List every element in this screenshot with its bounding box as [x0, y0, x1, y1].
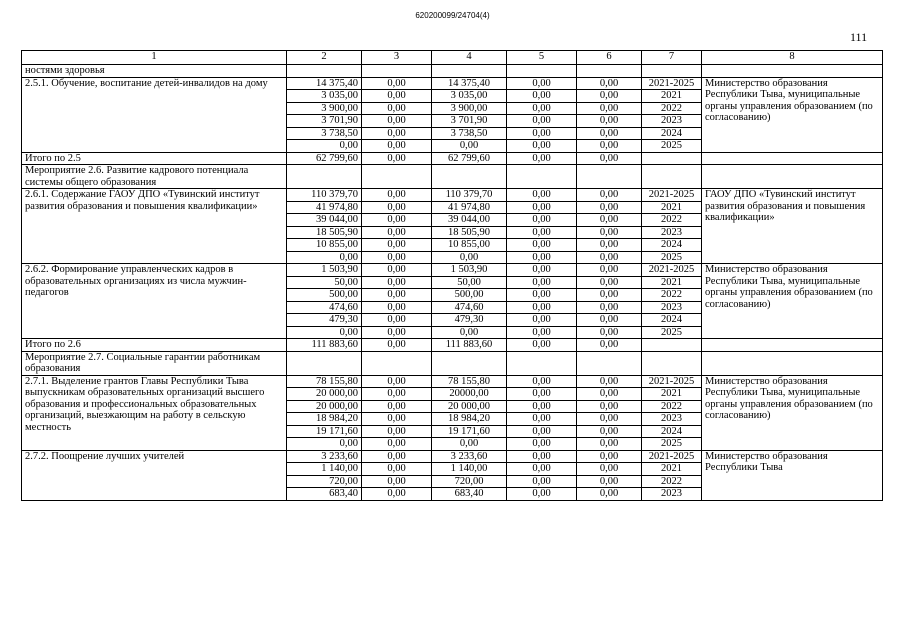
amount-cell: 0,00 — [432, 326, 507, 339]
amount-cell: 720,00 — [432, 475, 507, 488]
period-cell: 2021-2025 — [642, 450, 702, 463]
amount-cell: 18 984,20 — [432, 413, 507, 426]
total-amount: 0,00 — [577, 339, 642, 352]
section-row — [22, 351, 883, 375]
amount-cell: 0,00 — [362, 264, 432, 277]
total-amount: 62 799,60 — [287, 152, 362, 165]
period-cell: 2025 — [642, 140, 702, 153]
item-title: 2.7.1. Выделение грантов Главы Республики Тыва выпускникам образовательных организаций высшего образования и профессиональных образовательных организаций, выезжающим на работу в сельскую местность — [22, 375, 287, 450]
amount-cell: 10 855,00 — [287, 239, 362, 252]
amount-cell: 1 503,90 — [287, 264, 362, 277]
amount-cell: 0,00 — [577, 488, 642, 501]
amount-cell: 0,00 — [362, 276, 432, 289]
amount-cell: 0,00 — [507, 475, 577, 488]
empty-cell — [507, 65, 577, 78]
amount-cell: 0,00 — [362, 475, 432, 488]
amount-cell: 0,00 — [362, 400, 432, 413]
amount-cell: 479,30 — [287, 314, 362, 327]
empty-cell — [362, 65, 432, 78]
amount-cell: 3 900,00 — [432, 102, 507, 115]
amount-cell: 41 974,80 — [432, 201, 507, 214]
amount-cell: 10 855,00 — [432, 239, 507, 252]
amount-cell: 0,00 — [577, 264, 642, 277]
amount-cell: 0,00 — [362, 251, 432, 264]
amount-cell: 0,00 — [507, 314, 577, 327]
amount-cell: 0,00 — [432, 140, 507, 153]
amount-cell: 0,00 — [577, 314, 642, 327]
total-label: Итого по 2.5 — [22, 152, 287, 165]
period-cell: 2025 — [642, 438, 702, 451]
table-row — [22, 450, 883, 463]
amount-cell: 0,00 — [507, 214, 577, 227]
amount-cell: 0,00 — [577, 326, 642, 339]
period-cell: 2023 — [642, 226, 702, 239]
empty-cell — [642, 339, 702, 352]
period-cell: 2024 — [642, 127, 702, 140]
empty-cell — [702, 152, 883, 165]
amount-cell: 0,00 — [507, 438, 577, 451]
amount-cell: 0,00 — [362, 314, 432, 327]
period-cell: 2025 — [642, 251, 702, 264]
period-cell: 2021 — [642, 276, 702, 289]
amount-cell: 19 171,60 — [432, 425, 507, 438]
total-row — [22, 152, 883, 165]
column-number: 7 — [642, 51, 702, 65]
column-number: 1 — [22, 51, 287, 65]
amount-cell: 0,00 — [577, 201, 642, 214]
amount-cell: 0,00 — [577, 463, 642, 476]
amount-cell: 50,00 — [287, 276, 362, 289]
amount-cell: 0,00 — [507, 425, 577, 438]
amount-cell: 0,00 — [507, 77, 577, 90]
continuation-text: ностями здоровья — [22, 65, 287, 78]
responsible-executor: Министерство образования Республики Тыва, муниципальные органы управления образованием (по согласованию) — [702, 77, 883, 152]
amount-cell: 0,00 — [577, 115, 642, 128]
total-row — [22, 339, 883, 352]
amount-cell: 0,00 — [577, 388, 642, 401]
period-cell: 2022 — [642, 475, 702, 488]
amount-cell: 0,00 — [577, 413, 642, 426]
period-cell: 2023 — [642, 115, 702, 128]
amount-cell: 0,00 — [362, 289, 432, 302]
amount-cell: 20000,00 — [432, 388, 507, 401]
table-body — [22, 51, 883, 501]
amount-cell: 0,00 — [507, 289, 577, 302]
amount-cell: 0,00 — [362, 90, 432, 103]
period-cell: 2021-2025 — [642, 264, 702, 277]
column-number: 3 — [362, 51, 432, 65]
period-cell: 2021 — [642, 388, 702, 401]
amount-cell: 3 233,60 — [287, 450, 362, 463]
table-row — [22, 189, 883, 202]
amount-cell: 18 505,90 — [287, 226, 362, 239]
amount-cell: 3 035,00 — [432, 90, 507, 103]
total-label: Итого по 2.6 — [22, 339, 287, 352]
period-cell: 2021-2025 — [642, 189, 702, 202]
amount-cell: 0,00 — [362, 488, 432, 501]
amount-cell: 0,00 — [362, 326, 432, 339]
amount-cell: 474,60 — [287, 301, 362, 314]
page-number: 111 — [850, 30, 868, 44]
amount-cell: 0,00 — [577, 140, 642, 153]
amount-cell: 3 738,50 — [432, 127, 507, 140]
column-number: 2 — [287, 51, 362, 65]
empty-cell — [287, 351, 362, 375]
amount-cell: 0,00 — [507, 127, 577, 140]
document-id: 620200099/24704(4) — [415, 11, 490, 20]
measure-heading: Мероприятие 2.6. Развитие кадрового потенциала системы общего образования — [22, 165, 287, 189]
responsible-executor: Министерство образования Республики Тыва — [702, 450, 883, 500]
item-title: 2.7.2. Поощрение лучших учителей — [22, 450, 287, 500]
period-cell: 2023 — [642, 413, 702, 426]
empty-cell — [702, 351, 883, 375]
amount-cell: 0,00 — [507, 226, 577, 239]
amount-cell: 0,00 — [507, 140, 577, 153]
period-cell: 2024 — [642, 425, 702, 438]
amount-cell: 0,00 — [507, 463, 577, 476]
empty-cell — [507, 165, 577, 189]
empty-cell — [287, 165, 362, 189]
amount-cell: 0,00 — [507, 251, 577, 264]
amount-cell: 0,00 — [432, 251, 507, 264]
amount-cell: 110 379,70 — [432, 189, 507, 202]
amount-cell: 1 503,90 — [432, 264, 507, 277]
empty-cell — [507, 351, 577, 375]
item-title: 2.5.1. Обучение, воспитание детей-инвалидов на дому — [22, 77, 287, 152]
period-cell: 2024 — [642, 314, 702, 327]
amount-cell: 3 738,50 — [287, 127, 362, 140]
amount-cell: 39 044,00 — [432, 214, 507, 227]
item-title: 2.6.1. Содержание ГАОУ ДПО «Тувинский институт развития образования и повышения квалификации» — [22, 189, 287, 264]
amount-cell: 50,00 — [432, 276, 507, 289]
amount-cell: 474,60 — [432, 301, 507, 314]
empty-cell — [362, 165, 432, 189]
empty-cell — [577, 351, 642, 375]
period-cell: 2021-2025 — [642, 77, 702, 90]
amount-cell: 0,00 — [287, 140, 362, 153]
period-cell: 2024 — [642, 239, 702, 252]
amount-cell: 0,00 — [577, 77, 642, 90]
amount-cell: 0,00 — [362, 102, 432, 115]
amount-cell: 41 974,80 — [287, 201, 362, 214]
amount-cell: 110 379,70 — [287, 189, 362, 202]
amount-cell: 3 035,00 — [287, 90, 362, 103]
amount-cell: 720,00 — [287, 475, 362, 488]
amount-cell: 0,00 — [577, 438, 642, 451]
amount-cell: 20 000,00 — [287, 388, 362, 401]
amount-cell: 3 233,60 — [432, 450, 507, 463]
amount-cell: 0,00 — [507, 264, 577, 277]
amount-cell: 0,00 — [507, 488, 577, 501]
column-number: 8 — [702, 51, 883, 65]
empty-cell — [642, 152, 702, 165]
amount-cell: 500,00 — [287, 289, 362, 302]
responsible-executor: Министерство образования Республики Тыва, муниципальные органы управления образованием (по согласованию) — [702, 264, 883, 339]
table-row — [22, 375, 883, 388]
amount-cell: 0,00 — [507, 388, 577, 401]
total-amount: 0,00 — [577, 152, 642, 165]
column-number-row — [22, 51, 883, 65]
period-cell: 2025 — [642, 326, 702, 339]
amount-cell: 14 375,40 — [432, 77, 507, 90]
period-cell: 2023 — [642, 488, 702, 501]
amount-cell: 78 155,80 — [432, 375, 507, 388]
amount-cell: 3 701,90 — [432, 115, 507, 128]
amount-cell: 0,00 — [362, 301, 432, 314]
amount-cell: 0,00 — [362, 189, 432, 202]
amount-cell: 0,00 — [577, 450, 642, 463]
amount-cell: 0,00 — [287, 251, 362, 264]
amount-cell: 0,00 — [507, 301, 577, 314]
empty-cell — [702, 339, 883, 352]
amount-cell: 0,00 — [577, 251, 642, 264]
item-title: 2.6.2. Формирование управленческих кадров в образовательных организациях из числа мужчин-педагогов — [22, 264, 287, 339]
amount-cell: 3 900,00 — [287, 102, 362, 115]
total-amount: 0,00 — [362, 339, 432, 352]
total-amount: 111 883,60 — [287, 339, 362, 352]
period-cell: 2021 — [642, 201, 702, 214]
total-amount: 0,00 — [507, 339, 577, 352]
empty-cell — [432, 165, 507, 189]
amount-cell: 0,00 — [507, 326, 577, 339]
amount-cell: 500,00 — [432, 289, 507, 302]
period-cell: 2021 — [642, 463, 702, 476]
amount-cell: 0,00 — [507, 115, 577, 128]
amount-cell: 0,00 — [507, 90, 577, 103]
empty-cell — [432, 65, 507, 78]
amount-cell: 0,00 — [577, 375, 642, 388]
amount-cell: 683,40 — [432, 488, 507, 501]
total-amount: 111 883,60 — [432, 339, 507, 352]
program-table — [21, 50, 883, 501]
empty-cell — [702, 65, 883, 78]
column-number: 5 — [507, 51, 577, 65]
amount-cell: 0,00 — [362, 115, 432, 128]
amount-cell: 0,00 — [362, 438, 432, 451]
amount-cell: 0,00 — [577, 425, 642, 438]
amount-cell: 0,00 — [362, 226, 432, 239]
amount-cell: 0,00 — [507, 450, 577, 463]
amount-cell: 0,00 — [507, 413, 577, 426]
amount-cell: 0,00 — [507, 201, 577, 214]
empty-cell — [642, 165, 702, 189]
amount-cell: 20 000,00 — [432, 400, 507, 413]
amount-cell: 0,00 — [362, 425, 432, 438]
amount-cell: 0,00 — [577, 475, 642, 488]
period-cell: 2021 — [642, 90, 702, 103]
amount-cell: 0,00 — [577, 102, 642, 115]
amount-cell: 19 171,60 — [287, 425, 362, 438]
amount-cell: 3 701,90 — [287, 115, 362, 128]
amount-cell: 0,00 — [507, 239, 577, 252]
amount-cell: 0,00 — [287, 438, 362, 451]
period-cell: 2022 — [642, 102, 702, 115]
amount-cell: 479,30 — [432, 314, 507, 327]
amount-cell: 0,00 — [362, 201, 432, 214]
amount-cell: 0,00 — [577, 90, 642, 103]
amount-cell: 0,00 — [507, 102, 577, 115]
amount-cell: 0,00 — [362, 214, 432, 227]
empty-cell — [702, 165, 883, 189]
amount-cell: 0,00 — [577, 189, 642, 202]
period-cell: 2022 — [642, 400, 702, 413]
section-row — [22, 65, 883, 78]
amount-cell: 1 140,00 — [287, 463, 362, 476]
responsible-executor: ГАОУ ДПО «Тувинский институт развития образования и повышения квалификации» — [702, 189, 883, 264]
amount-cell: 18 505,90 — [432, 226, 507, 239]
empty-cell — [577, 65, 642, 78]
amount-cell: 0,00 — [577, 400, 642, 413]
column-number: 6 — [577, 51, 642, 65]
amount-cell: 0,00 — [362, 388, 432, 401]
period-cell: 2022 — [642, 289, 702, 302]
amount-cell: 14 375,40 — [287, 77, 362, 90]
amount-cell: 0,00 — [577, 301, 642, 314]
empty-cell — [642, 351, 702, 375]
total-amount: 62 799,60 — [432, 152, 507, 165]
total-amount: 0,00 — [362, 152, 432, 165]
amount-cell: 0,00 — [362, 413, 432, 426]
amount-cell: 0,00 — [577, 276, 642, 289]
period-cell: 2021-2025 — [642, 375, 702, 388]
empty-cell — [577, 165, 642, 189]
amount-cell: 39 044,00 — [287, 214, 362, 227]
empty-cell — [432, 351, 507, 375]
amount-cell: 78 155,80 — [287, 375, 362, 388]
amount-cell: 0,00 — [362, 140, 432, 153]
table-row — [22, 264, 883, 277]
amount-cell: 0,00 — [362, 77, 432, 90]
column-number: 4 — [432, 51, 507, 65]
amount-cell: 0,00 — [362, 239, 432, 252]
amount-cell: 0,00 — [577, 214, 642, 227]
amount-cell: 20 000,00 — [287, 400, 362, 413]
amount-cell: 0,00 — [287, 326, 362, 339]
empty-cell — [642, 65, 702, 78]
amount-cell: 0,00 — [507, 276, 577, 289]
amount-cell: 0,00 — [507, 189, 577, 202]
amount-cell: 0,00 — [577, 226, 642, 239]
responsible-executor: Министерство образования Республики Тыва, муниципальные органы управления образованием (по согласованию) — [702, 375, 883, 450]
amount-cell: 0,00 — [362, 450, 432, 463]
total-amount: 0,00 — [507, 152, 577, 165]
empty-cell — [287, 65, 362, 78]
amount-cell: 0,00 — [362, 127, 432, 140]
section-row — [22, 165, 883, 189]
amount-cell: 0,00 — [507, 375, 577, 388]
amount-cell: 0,00 — [577, 127, 642, 140]
amount-cell: 0,00 — [577, 239, 642, 252]
empty-cell — [362, 351, 432, 375]
amount-cell: 0,00 — [577, 289, 642, 302]
amount-cell: 0,00 — [362, 463, 432, 476]
amount-cell: 0,00 — [432, 438, 507, 451]
measure-heading: Мероприятие 2.7. Социальные гарантии работникам образования — [22, 351, 287, 375]
amount-cell: 18 984,20 — [287, 413, 362, 426]
period-cell: 2023 — [642, 301, 702, 314]
amount-cell: 1 140,00 — [432, 463, 507, 476]
amount-cell: 0,00 — [507, 400, 577, 413]
amount-cell: 683,40 — [287, 488, 362, 501]
amount-cell: 0,00 — [362, 375, 432, 388]
period-cell: 2022 — [642, 214, 702, 227]
table-row — [22, 77, 883, 90]
